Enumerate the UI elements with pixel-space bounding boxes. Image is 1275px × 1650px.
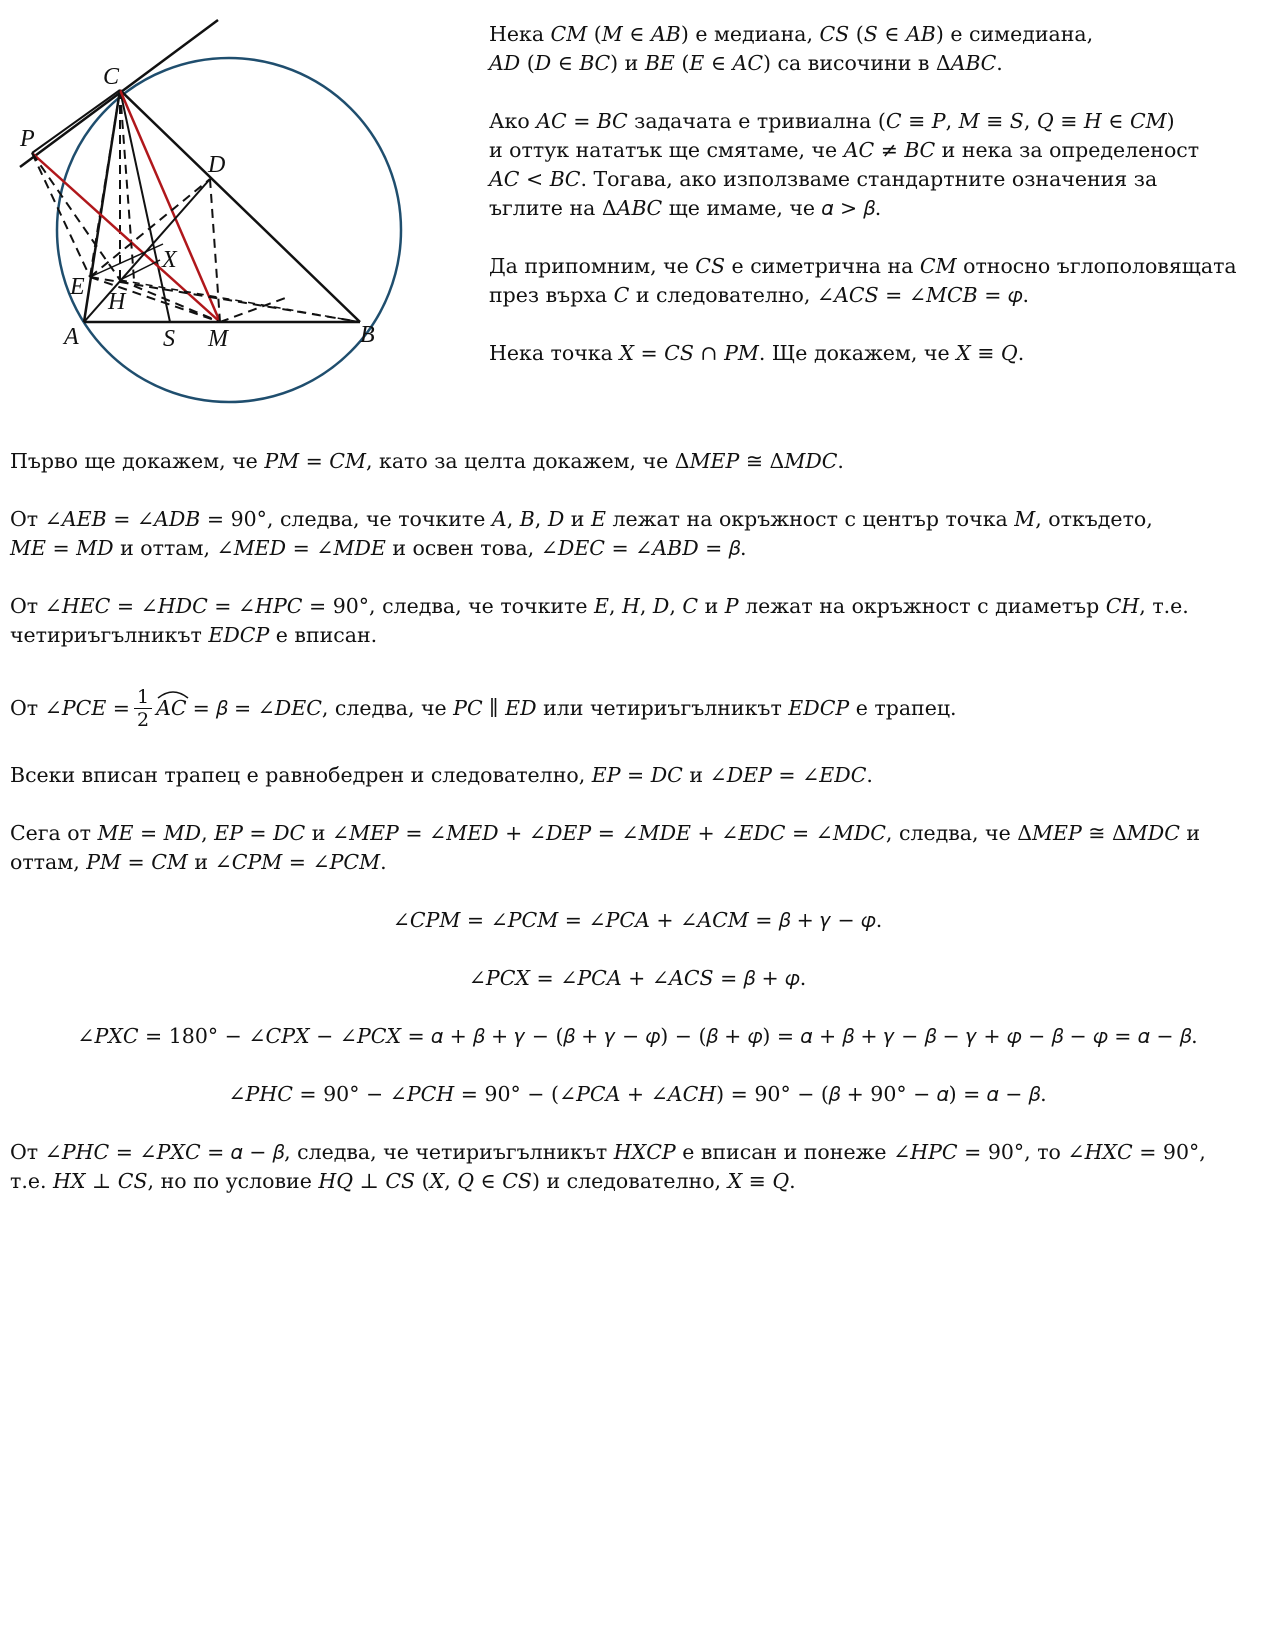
intro-text [489, 20, 1265, 397]
proof-line: Всеки вписан трапец е равнобедрен и следователно, 𝐸𝑃 = 𝐷𝐶 и ∠𝐷𝐸𝑃 = ∠𝐸𝐷𝐶. [10, 763, 873, 787]
segment-pc [32, 90, 120, 153]
formula-pxc: ∠𝑃𝑋𝐶 = 180° − ∠𝐶𝑃𝑋 − ∠𝑃𝐶𝑋 = 𝛼 + 𝛽 + 𝛾 − (𝛽 + 𝛾 − 𝜑) − (𝛽 + 𝜑) = 𝛼 + 𝛽 + 𝛾 − 𝛽 − 𝛾 + 𝜑 − 𝛽 − 𝜑 = 𝛼 − 𝛽. [77, 1024, 1198, 1048]
proof-paragraph [10, 819, 1265, 877]
formula-phc: ∠𝑃𝐻𝐶 = 90° − ∠𝑃𝐶𝐻 = 90° − (∠𝑃𝐶𝐴 + ∠𝐴𝐶𝐻) = 90° − (𝛽 + 90° − 𝛼) = 𝛼 − 𝛽. [228, 1082, 1047, 1106]
proof-line: От ∠𝑃𝐶𝐸 = [10, 696, 130, 720]
label-c: C [103, 64, 120, 90]
label-e: E [70, 274, 85, 300]
formula-cpm: ∠𝐶𝑃𝑀 = ∠𝑃𝐶𝑀 = ∠𝑃𝐶𝐴 + ∠𝐴𝐶𝑀 = 𝛽 + 𝛾 − 𝜑. [392, 908, 883, 932]
label-h: H [108, 289, 126, 315]
intro-paragraph-4 [489, 339, 1265, 368]
label-a: A [64, 324, 79, 350]
geometry-figure [8, 12, 448, 417]
label-d: D [208, 152, 226, 178]
proof-line: = 𝛽 = ∠𝐷𝐸𝐶, следва, че 𝑃𝐶 ∥ 𝐸𝐷 или четириъгълникът 𝐸𝐷𝐶𝑃 е трапец. [192, 696, 957, 720]
proof-line: т.е. 𝐻𝑋 ⊥ 𝐶𝑆, но по условие 𝐻𝑄 ⊥ 𝐶𝑆 (𝑋, 𝑄 ∈ 𝐶𝑆) и следователно, 𝑋 ≡ 𝑄. [10, 1169, 796, 1193]
arc-label: 𝐴𝐶 [156, 696, 187, 720]
proof-line: оттам, 𝑃𝑀 = 𝐶𝑀 и ∠𝐶𝑃𝑀 = ∠𝑃𝐶𝑀. [10, 850, 387, 874]
intro-paragraph-3 [489, 252, 1265, 310]
intro-line: Да припомним, че 𝐶𝑆 е симетрична на 𝐶𝑀 относно ъглополовящата [489, 254, 1237, 278]
triangle-circle-diagram [8, 12, 448, 417]
proof-paragraph [10, 761, 1265, 790]
proof-line: 𝑀𝐸 = 𝑀𝐷 и оттам, ∠𝑀𝐸𝐷 = ∠𝑀𝐷𝐸 и освен това, ∠𝐷𝐸𝐶 = ∠𝐴𝐵𝐷 = 𝛽. [10, 536, 747, 560]
segment-pm [32, 153, 220, 322]
label-x: X [162, 247, 177, 273]
formula-pcx: ∠𝑃𝐶𝑋 = ∠𝑃𝐶𝐴 + ∠𝐴𝐶𝑆 = 𝛽 + 𝜑. [468, 966, 807, 990]
intro-line: Ако 𝐴𝐶 = 𝐵𝐶 задачата е тривиална (𝐶 ≡ 𝑃, 𝑀 ≡ 𝑆, 𝑄 ≡ 𝐻 ∈ 𝐶𝑀) [489, 109, 1175, 133]
proof-body [10, 447, 1265, 1225]
proof-paragraph [10, 592, 1265, 650]
intro-line: 𝐴𝐶 < 𝐵𝐶. Тогава, ако използваме стандартните означения за [489, 167, 1158, 191]
fraction-numerator: 1 [134, 686, 152, 709]
proof-paragraph [10, 505, 1265, 563]
proof-line: Първо ще докажем, че 𝑃𝑀 = 𝐶𝑀, като за целта докажем, че Δ𝑀𝐸𝑃 ≅ Δ𝑀𝐷𝐶. [10, 449, 844, 473]
label-b: B [360, 322, 375, 348]
proof-paragraph-final [10, 1138, 1265, 1196]
intro-paragraph-1 [489, 20, 1265, 78]
intro-paragraph-2 [489, 107, 1265, 223]
arc-icon [156, 689, 190, 699]
proof-paragraph-fraction [10, 686, 1265, 731]
proof-paragraph [10, 447, 1265, 476]
circumcircle [57, 58, 401, 402]
intro-line: и оттук нататък ще смятаме, че 𝐴𝐶 ≠ 𝐵𝐶 и нека за определеност [489, 138, 1200, 162]
proof-line: От ∠𝐴𝐸𝐵 = ∠𝐴𝐷𝐵 = 90°, следва, че точките 𝐴, 𝐵, 𝐷 и 𝐸 лежат на окръжност с център точка 𝑀, откъдето, [10, 507, 1153, 531]
segment-pe [32, 153, 90, 277]
intro-line: ъглите на Δ𝐴𝐵𝐶 ще имаме, че 𝛼 > 𝛽. [489, 196, 882, 220]
proof-line: От ∠𝐻𝐸𝐶 = ∠𝐻𝐷𝐶 = ∠𝐻𝑃𝐶 = 90°, следва, че точките 𝐸, 𝐻, 𝐷, 𝐶 и 𝑃 лежат на окръжност с диаметър 𝐶𝐻, т.е. [10, 594, 1189, 618]
fraction [134, 686, 152, 731]
label-s: S [163, 326, 175, 352]
intro-line: Нека 𝐶𝑀 (𝑀 ∈ 𝐴𝐵) е медиана, 𝐶𝑆 (𝑆 ∈ 𝐴𝐵) е симедиана, [489, 22, 1094, 46]
intro-line: Нека точка 𝑋 = 𝐶𝑆 ∩ 𝑃𝑀. Ще докажем, че 𝑋 ≡ 𝑄. [489, 341, 1025, 365]
label-m: M [208, 326, 228, 352]
arc-ac [156, 694, 187, 723]
label-p: P [20, 126, 35, 152]
fraction-denominator: 2 [136, 709, 150, 731]
proof-line: Сега от 𝑀𝐸 = 𝑀𝐷, 𝐸𝑃 = 𝐷𝐶 и ∠𝑀𝐸𝑃 = ∠𝑀𝐸𝐷 + ∠𝐷𝐸𝑃 = ∠𝑀𝐷𝐸 + ∠𝐸𝐷𝐶 = ∠𝑀𝐷𝐶, следва, че Δ𝑀𝐸𝑃 ≅ Δ𝑀𝐷𝐶 и [10, 821, 1201, 845]
intro-line: 𝐴𝐷 (𝐷 ∈ 𝐵𝐶) и 𝐵𝐸 (𝐸 ∈ 𝐴𝐶) са височини в Δ𝐴𝐵𝐶. [489, 51, 1003, 75]
segment-ce [90, 90, 120, 277]
proof-line: четириъгълникът 𝐸𝐷𝐶𝑃 е вписан. [10, 623, 378, 647]
proof-line: От ∠𝑃𝐻𝐶 = ∠𝑃𝑋𝐶 = 𝛼 − 𝛽, следва, че четириъгълникът 𝐻𝑋𝐶𝑃 е вписан и понеже ∠𝐻𝑃𝐶 = 90°, то ∠𝐻𝑋𝐶 = 90°, [10, 1140, 1206, 1164]
segment-hx [120, 260, 160, 280]
segment-ed [90, 179, 210, 277]
intro-line: през върха 𝐶 и следователно, ∠𝐴𝐶𝑆 = ∠𝑀𝐶𝐵 = 𝜑. [489, 283, 1030, 307]
